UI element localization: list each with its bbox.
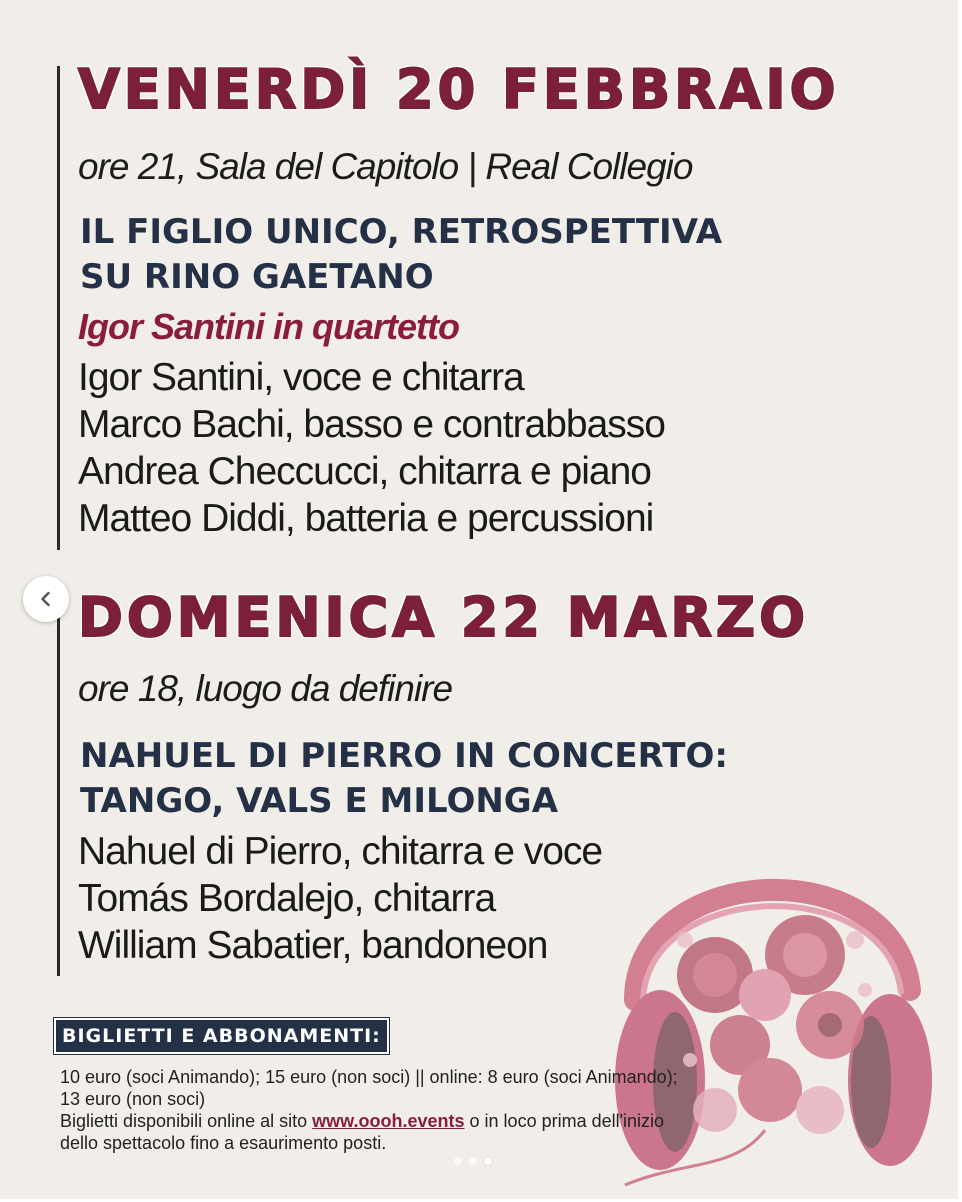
tickets-prices-line-2: 13 euro (non soci) <box>60 1089 206 1109</box>
tickets-website-link[interactable]: www.oooh.events <box>312 1111 465 1131</box>
tickets-availability <box>60 1110 800 1132</box>
performer-item: William Sabatier, bandoneon <box>78 924 548 967</box>
performer-item: Matteo Diddi, batteria e percussioni <box>78 497 654 540</box>
availability-prefix: Biglietti disponibili online al sito <box>60 1111 308 1131</box>
carousel-dot[interactable] <box>469 1157 477 1165</box>
event1-performers <box>78 354 665 542</box>
event1-divider-line <box>57 66 60 550</box>
tickets-prices-line-1: 10 euro (soci Animando); 15 euro (non soci) || online: 8 euro (soci Animando); <box>60 1067 678 1087</box>
event1-date: VENERDÌ 20 FEBBRAIO <box>78 58 840 121</box>
carousel-prev-button[interactable] <box>23 576 69 622</box>
event1-title-line-1: IL FIGLIO UNICO, RETROSPETTIVA <box>80 212 723 252</box>
tickets-availability-line-2: dello spettacolo fino a esaurimento posti. <box>60 1133 387 1153</box>
frame-edge-right <box>958 0 962 1202</box>
performer-item: Tomás Bordalejo, chitarra <box>78 877 496 920</box>
performer-item: Andrea Checcucci, chitarra e piano <box>78 450 651 493</box>
chevron-left-icon <box>37 590 55 608</box>
availability-suffix: o in loco prima dell'inizio <box>469 1111 665 1131</box>
event2-date: DOMENICA 22 MARZO <box>78 586 809 649</box>
event1-time-location: ore 21, Sala del Capitolo | Real Collegio <box>78 146 693 187</box>
event1-subtitle: Igor Santini in quartetto <box>78 306 459 347</box>
performer-item: Igor Santini, voce e chitarra <box>78 356 524 399</box>
event2-time-location: ore 18, luogo da definire <box>78 668 453 709</box>
event2-title-line-2: TANGO, VALS E MILONGA <box>80 781 559 821</box>
carousel-dot[interactable] <box>454 1157 462 1165</box>
event2-title-line-1: NAHUEL DI PIERRO IN CONCERTO: <box>80 736 728 776</box>
performer-item: Nahuel di Pierro, chitarra e voce <box>78 830 603 873</box>
event1-title <box>80 210 722 300</box>
carousel-pagination <box>454 1157 492 1165</box>
event2-divider-line <box>57 596 60 976</box>
event1-title-line-2: SU RINO GAETANO <box>80 257 434 297</box>
tickets-info <box>60 1066 800 1154</box>
carousel-dot-active[interactable] <box>484 1157 492 1165</box>
performer-item: Marco Bachi, basso e contrabbasso <box>78 403 666 446</box>
tickets-heading: BIGLIETTI E ABBONAMENTI: <box>54 1018 389 1054</box>
event2-performers <box>78 828 602 969</box>
